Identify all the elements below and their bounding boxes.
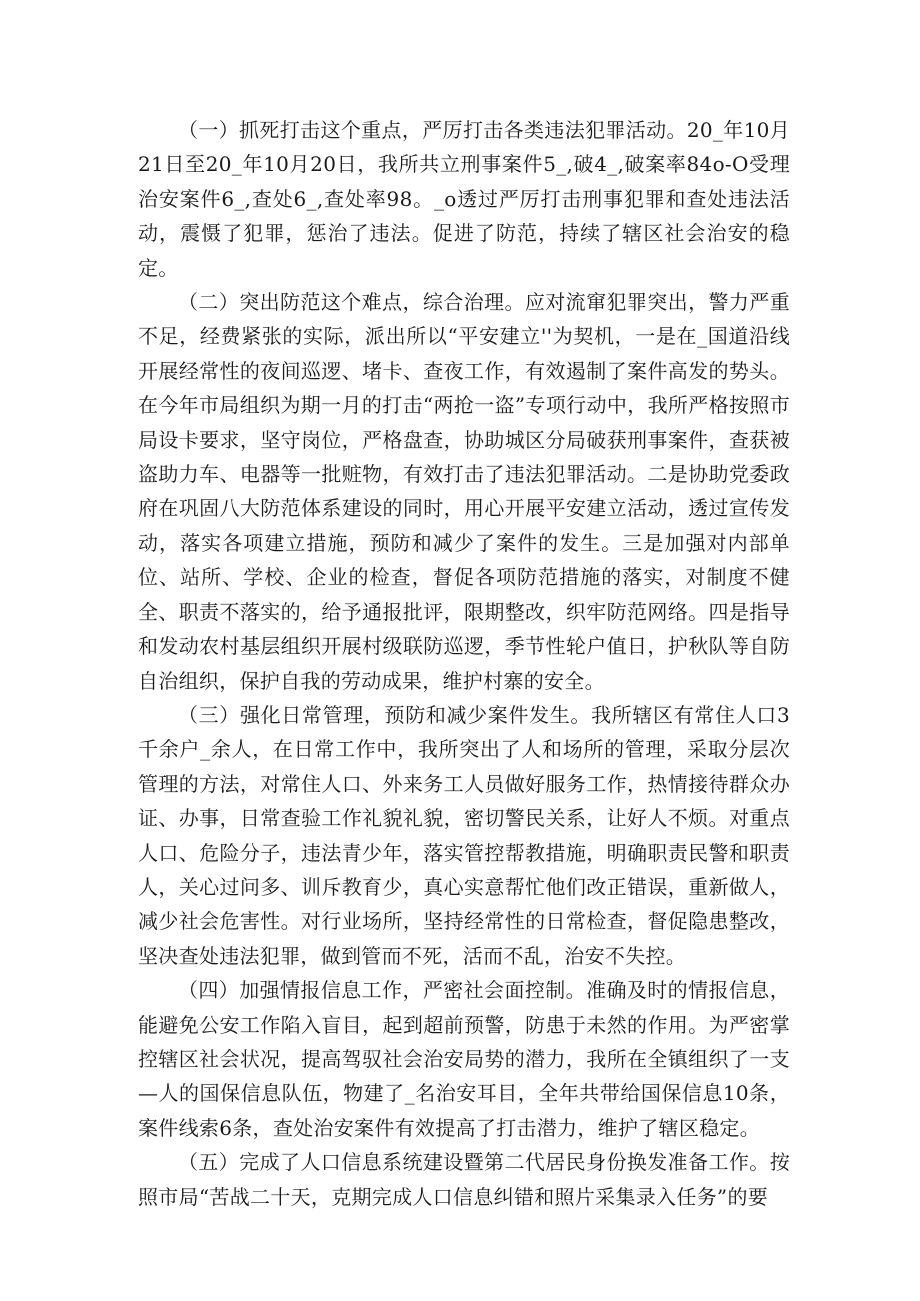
paragraph-2: （二）突出防范这个难点，综合治理。应对流窜犯罪突出，警力严重不足，经费紧张的实际，派出所以“平安建立''为契机，一是在_国道沿线开展经常性的夜间巡逻、堵卡、查夜工作，有效遏制了案件高发的势头。在今年市局组织为期一月的打击“两抢一盗”专项行动中，我所严格按照市局设卡要求，坚守岗位，严格盘查，协助城区分局破获刑事案件，查获被盗助力车、电器等一批赃物，有效打击了违法犯罪活动。二是协助党委政府在巩固八大防范体系建设的同时，用心开展平安建立活动，透过宣传发动，落实各项建立措施，预防和减少了案件的发生。三是加强对内部单位、站所、学校、企业的检查，督促各项防范措施的落实，对制度不健全、职责不落实的，给予通报批评，限期整改，织牢防范网络。四是指导和发动农村基层组织开展村级联防巡逻，季节性轮户值日，护秋队等自防自治组织，保护自我的劳动成果，维护村寨的安全。 [138,290,790,693]
paragraph-5: （五）完成了人口信息系统建设暨第二代居民身份换发准备工作。按照市局“苦战二十天，克期完成人口信息纠错和照片采集录入任务”的要 [138,1150,790,1209]
paragraph-1: （一）抓死打击这个重点，严厉打击各类违法犯罪活动。20_年10月21日至20_年10月20日，我所共立刑事案件5_,破4_,破案率84o-O受理治安案件6_,查处6_,查处率98。_o透过严厉打击刑事犯罪和查处违法活动，震慑了犯罪，惩治了违法。促进了防范，持续了辖区社会治安的稳定。 [138,118,790,280]
paragraph-4: （四）加强情报信息工作，严密社会面控制。准确及时的情报信息，能避免公安工作陷入盲目，起到超前预警，防患于未然的作用。为严密掌控辖区社会状况，提高驾驭社会治安局势的潜力，我所在全镇组织了一支—人的国保信息队伍，物建了_名治安耳目，全年共带给国保信息10条，案件线索6条，查处治安案件有效提高了打击潜力，维护了辖区稳定。 [138,978,790,1140]
document-body [138,113,790,1214]
paragraph-3: （三）强化日常管理，预防和减少案件发生。我所辖区有常住人口3千余户_余人，在日常工作中，我所突出了人和场所的管理，采取分层次管理的方法，对常住人口、外来务工人员做好服务工作，热情接待群众办证、办事，日常查验工作礼貌礼貌，密切警民关系，让好人不烦。对重点人口、危险分子，违法青少年，落实管控帮教措施，明确职责民警和职责人，关心过问多、训斥教育少，真心实意帮忙他们改正错误，重新做人，减少社会危害性。对行业场所，坚持经常性的日常检查，督促隐患整改，坚决查处违法犯罪，做到管而不死，活而不乱，治安不失控。 [138,702,790,968]
